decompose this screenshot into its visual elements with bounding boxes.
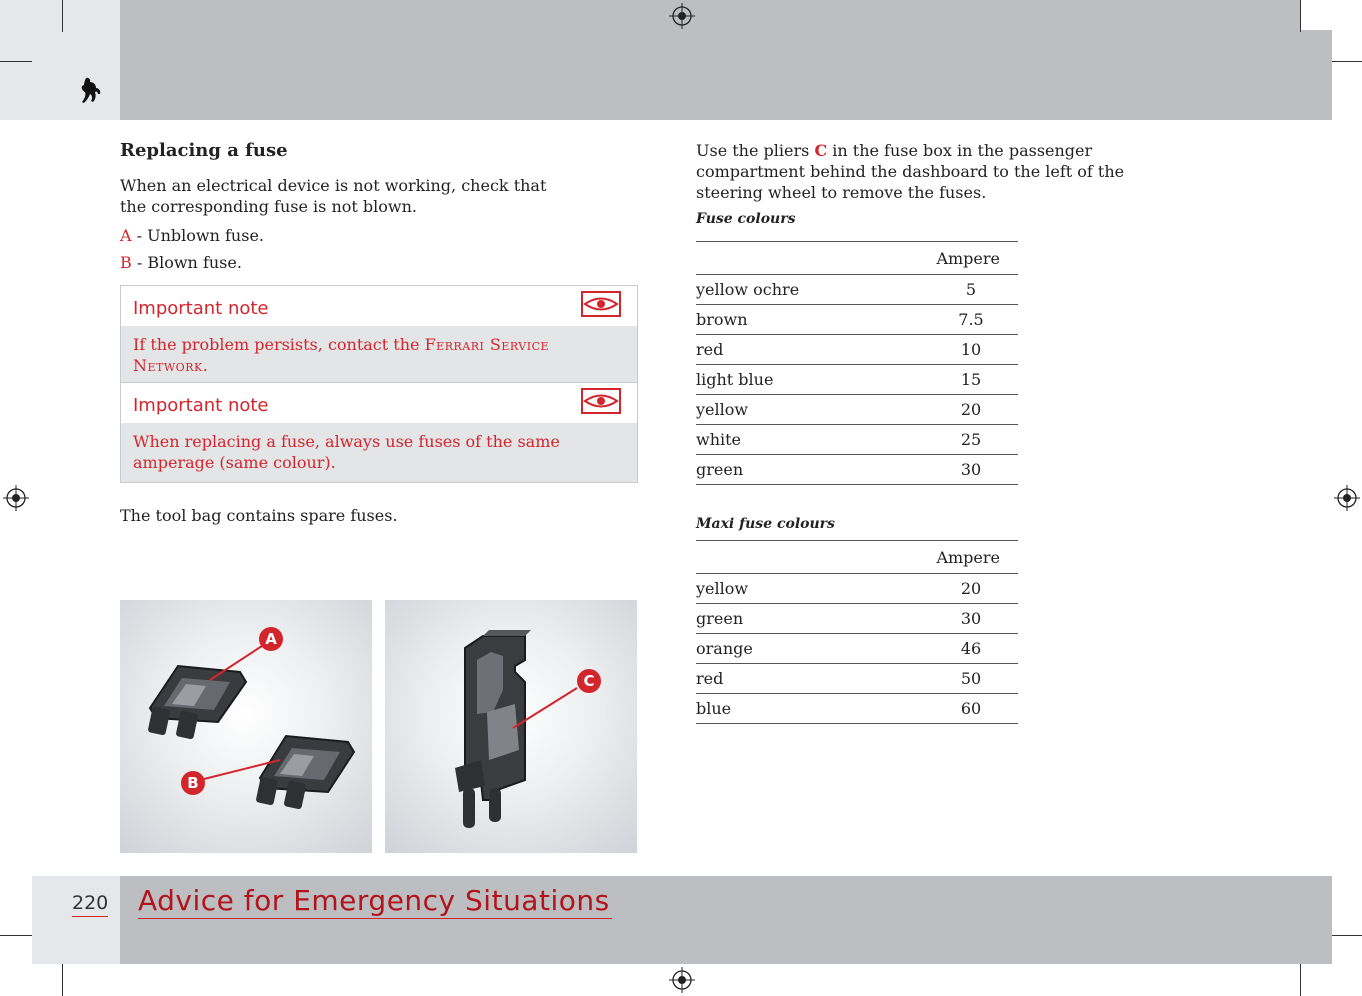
ampere-cell: 30 — [924, 604, 1018, 634]
ampere-cell: 30 — [924, 455, 1018, 485]
colour-cell: green — [696, 455, 924, 485]
table-header-row — [696, 242, 1018, 275]
unblown-fuse — [147, 666, 246, 740]
registration-mark-icon — [1334, 485, 1360, 511]
toolbag-paragraph: The tool bag contains spare fuses. — [120, 506, 398, 525]
ampere-cell: 46 — [924, 634, 1018, 664]
crop-mark — [0, 935, 32, 936]
colour-cell: yellow — [696, 395, 924, 425]
service-network-name: Ferrari Service Network — [133, 335, 550, 375]
table-row — [696, 574, 1018, 604]
note-body: When replacing a fuse, always use fuses of the same amperage (same colour). — [121, 423, 637, 482]
colour-cell: yellow — [696, 574, 924, 604]
table-row — [696, 305, 1018, 335]
item-b-line — [120, 252, 636, 273]
table-row — [696, 425, 1018, 455]
pliers-text-end: in the fuse box in the passenger compartment behind the dashboard to the left of the steering wheel to remove the fuses. — [696, 141, 1125, 202]
table-row — [696, 664, 1018, 694]
fuse-table-caption: Fuse colours — [696, 211, 796, 227]
ampere-cell: 60 — [924, 694, 1018, 724]
blown-fuse — [255, 736, 354, 810]
note-body — [121, 326, 637, 385]
page-number: 220 — [72, 892, 108, 917]
note-header — [121, 286, 637, 326]
colour-cell: green — [696, 604, 924, 634]
table-row — [696, 275, 1018, 305]
pliers-paragraph — [696, 140, 1196, 203]
colour-cell: blue — [696, 694, 924, 724]
colour-cell: red — [696, 335, 924, 365]
note-text: If the problem persists, contact the — [133, 335, 425, 354]
ampere-cell: 20 — [924, 395, 1018, 425]
registration-mark-icon — [669, 967, 695, 993]
item-a-text: - Unblown fuse. — [131, 226, 264, 245]
ampere-cell: 50 — [924, 664, 1018, 694]
ampere-header: Ampere — [696, 242, 1018, 275]
ampere-cell: 10 — [924, 335, 1018, 365]
table-header-row — [696, 541, 1018, 574]
ampere-cell: 15 — [924, 365, 1018, 395]
table-row — [696, 604, 1018, 634]
callout-b: B — [181, 771, 205, 795]
fuse-pliers-drawing — [385, 600, 637, 853]
pliers-text-start: Use the pliers — [696, 141, 815, 160]
eye-icon — [581, 388, 621, 414]
crop-mark — [0, 61, 32, 62]
footer-left-panel — [32, 876, 120, 964]
prancing-horse-logo — [78, 76, 104, 106]
ampere-cell: 25 — [924, 425, 1018, 455]
important-note-box — [120, 382, 638, 483]
colour-cell: orange — [696, 634, 924, 664]
note-text-end: . — [202, 356, 208, 375]
colour-cell: white — [696, 425, 924, 455]
table-row — [696, 395, 1018, 425]
fuse-illustration — [120, 600, 372, 853]
item-a-line — [120, 225, 636, 246]
pliers-illustration — [385, 600, 637, 853]
ampere-header: Ampere — [696, 541, 1018, 574]
item-b-text: - Blown fuse. — [131, 253, 242, 272]
table-row — [696, 335, 1018, 365]
crop-mark — [62, 964, 63, 996]
colour-cell: light blue — [696, 365, 924, 395]
header-band-edge — [1300, 30, 1332, 120]
intro-paragraph: When an electrical device is not working, check that the corresponding fuse is not blown. — [120, 176, 547, 216]
header-band — [120, 0, 1300, 120]
pliers-letter: C — [814, 141, 828, 160]
eye-icon — [581, 291, 621, 317]
colour-cell: yellow ochre — [696, 275, 924, 305]
chapter-title: Advice for Emergency Situations — [138, 884, 610, 917]
important-note-box — [120, 285, 638, 386]
crop-mark — [1332, 935, 1362, 936]
registration-mark-icon — [669, 3, 695, 29]
section-heading: Replacing a fuse — [120, 140, 288, 161]
maxi-fuse-table-caption: Maxi fuse colours — [696, 516, 835, 532]
ampere-cell: 20 — [924, 574, 1018, 604]
crop-mark — [62, 0, 63, 32]
item-b-letter: B — [120, 253, 132, 272]
ampere-cell: 7.5 — [924, 305, 1018, 335]
ampere-cell: 5 — [924, 275, 1018, 305]
crop-mark — [1332, 61, 1362, 62]
colour-cell: brown — [696, 305, 924, 335]
fuses-drawing — [120, 600, 372, 853]
table-row — [696, 634, 1018, 664]
table-row — [696, 694, 1018, 724]
colour-cell: red — [696, 664, 924, 694]
maxi-fuse-colour-table — [696, 540, 1018, 724]
fuse-colour-table — [696, 241, 1018, 485]
callout-a: A — [259, 627, 283, 651]
note-title: Important note — [133, 298, 269, 319]
note-header — [121, 383, 637, 423]
table-row — [696, 455, 1018, 485]
item-a-letter: A — [120, 226, 132, 245]
note-title: Important note — [133, 395, 269, 416]
registration-mark-icon — [3, 485, 29, 511]
crop-mark — [1300, 0, 1301, 32]
crop-mark — [1300, 964, 1301, 996]
table-row — [696, 365, 1018, 395]
callout-c: C — [577, 669, 601, 693]
header-left-panel — [0, 0, 120, 120]
